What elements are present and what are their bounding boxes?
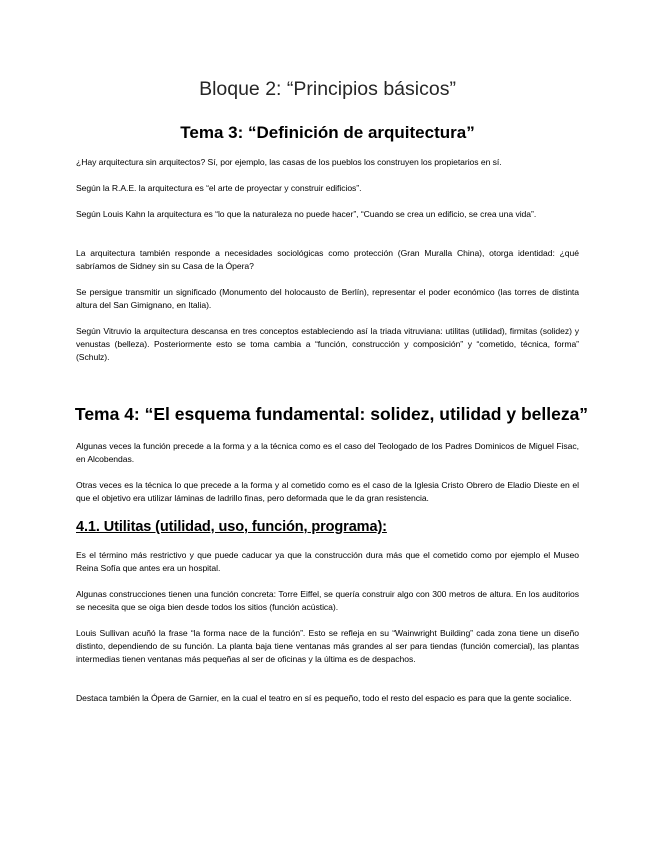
tema-3-paragraph-3: Según Louis Kahn la arquitectura es “lo que la naturaleza no puede hacer”, “Cuando se crea un edificio, se crea una vida”. (76, 209, 537, 219)
tema-3-paragraph-2: Según la R.A.E. la arquitectura es “el arte de proyectar y construir edificios”. (76, 183, 362, 193)
tema-4-paragraph-2: Otras veces es la técnica lo que precede a la forma y al cometido como es el caso de la Iglesia Cristo Obrero de Eladio Dieste en el que el objetivo era utilizar láminas de ladrillo finas, pero deformada que le da gran resistencia. (76, 480, 579, 503)
tema-3-title: Tema 3: “Definición de arquitectura” (180, 123, 475, 142)
tema-3-paragraph-5: Se persigue transmitir un significado (Monumento del holocausto de Berlín), representar el poder económico (las torres de distinta altura del San Gimignano, en Italia). (76, 287, 579, 310)
tema-3-paragraph-6: Según Vitruvio la arquitectura descansa en tres conceptos estableciendo así la triada vitruviana: utilitas (utilidad), firmitas (solidez) y venustas (belleza). Posteriormente esto se toma cambia a “función, construcción y composición” y “cometido, técnica, forma” (Schulz). (76, 326, 579, 362)
block-title: Bloque 2: “Principios básicos” (199, 78, 456, 100)
subsection-paragraph-1: Es el término más restrictivo y que puede caducar ya que la construcción dura más que el cometido como por ejemplo el Museo Reina Sofía que antes era un hospital. (76, 550, 579, 573)
tema-4-title: Tema 4: “El esquema fundamental: solidez, utilidad y belleza” (74, 404, 589, 424)
tema-3-paragraph-4: La arquitectura también responde a necesidades sociológicas como protección (Gran Muralla China), otorga identidad: ¿qué sabríamos de Sidney sin su Casa de la Ópera? (76, 248, 579, 271)
subsection-paragraph-2: Algunas construcciones tienen una función concreta: Torre Eiffel, se quería construir algo con 300 metros de altura. En los auditorios se necesita que se oiga bien desde todos los sitios (función acústica). (76, 589, 579, 612)
subsection-paragraph-4: Destaca también la Ópera de Garnier, en la cual el teatro en sí es pequeño, todo el resto del espacio es para que la gente socialice. (76, 693, 572, 703)
subsection-4-1-title: 4.1. Utilitas (utilidad, uso, función, programa): (76, 519, 387, 535)
tema-3-paragraph-1: ¿Hay arquitectura sin arquitectos? Sí, por ejemplo, las casas de los pueblos los construyen los propietarios en sí. (76, 157, 502, 167)
tema-4-paragraph-1: Algunas veces la función precede a la forma y a la técnica como es el caso del Teologado de los Padres Dominicos de Miguel Fisac, en Alcobendas. (76, 441, 579, 464)
subsection-paragraph-3: Louis Sullivan acuñó la frase “la forma nace de la función”. Esto se refleja en su “Wainwright Building” cada zona tiene un diseño distinto, dependiendo de su función. La planta baja tiene ventanas más grandes al ser para tiendas (función comercial), las plantas intermedias tienen ventanas más pequeñas al ser de oficinas y la última es de despachos. (76, 628, 579, 664)
